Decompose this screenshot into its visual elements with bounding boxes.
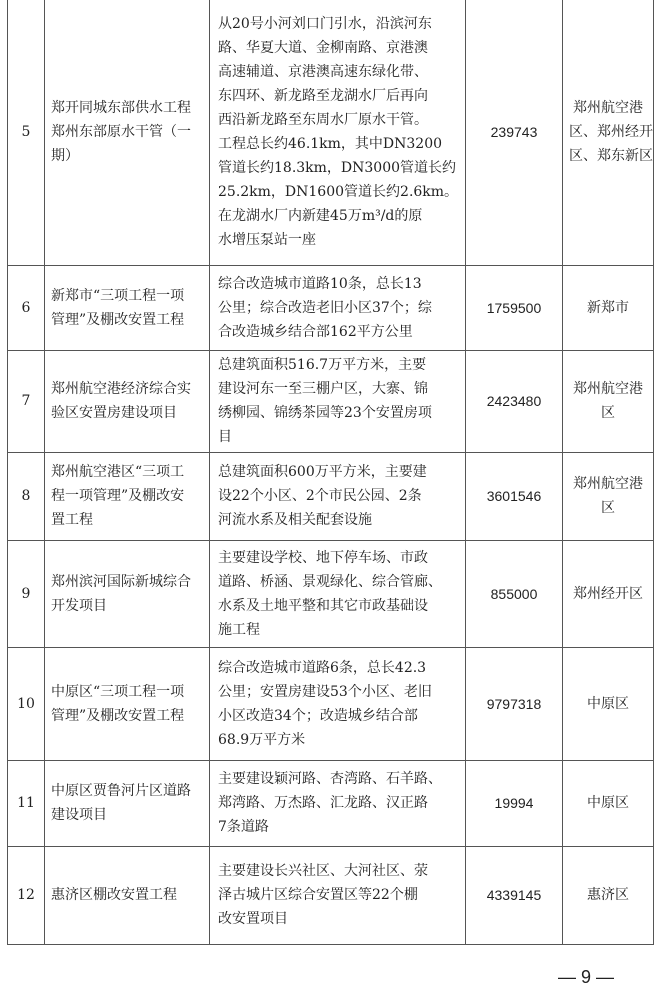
project-region-line: 区、郑东新区	[569, 148, 653, 165]
construction-content	[210, 647, 466, 760]
project-region-line: 郑州航空港	[573, 100, 643, 117]
project-name-line: 开发项目	[51, 597, 107, 614]
project-name	[45, 350, 210, 452]
project-region	[563, 647, 654, 760]
construction-content-line: 管道长约18.3km，DN3000管道长约	[218, 160, 457, 177]
project-name	[45, 452, 210, 540]
total-investment: 3601546	[466, 452, 563, 540]
construction-content-line: 小区改造34个；改造城乡结合部	[218, 707, 418, 724]
project-region	[563, 350, 654, 452]
construction-content	[210, 265, 466, 350]
construction-content-line: 68.9万平方米	[218, 731, 306, 748]
project-region-line: 惠济区	[587, 887, 629, 904]
project-name-line: 郑开同城东部供水工程	[51, 100, 191, 117]
project-name	[45, 540, 210, 647]
project-name-line: 中原区贾鲁河片区道路	[51, 783, 191, 800]
project-region	[563, 760, 654, 846]
construction-content-line: 绣柳园、锦绣茶园等23个安置房项	[218, 405, 432, 422]
row-number: 9	[8, 540, 45, 647]
project-name-line: 程一项管理”及棚改安	[51, 488, 185, 505]
table-row	[8, 760, 654, 846]
project-region	[563, 265, 654, 350]
construction-content-line: 主要建设学校、地下停车场、市政	[218, 549, 428, 566]
row-number: 7	[8, 350, 45, 452]
project-region-line: 新郑市	[587, 299, 629, 316]
construction-content	[210, 452, 466, 540]
table-row	[8, 846, 654, 944]
table-row	[8, 647, 654, 760]
table-row	[8, 540, 654, 647]
project-name	[45, 647, 210, 760]
project-region-line: 郑州航空港	[573, 381, 643, 398]
row-number: 12	[8, 846, 45, 944]
construction-content-line: 公里；综合改造老旧小区37个；综	[218, 299, 432, 316]
project-name-line: 郑州滨河国际新城综合	[51, 573, 191, 590]
project-region-line: 区	[601, 500, 615, 517]
construction-content	[210, 846, 466, 944]
construction-content	[210, 760, 466, 846]
project-region-line: 中原区	[587, 795, 629, 812]
row-number: 6	[8, 265, 45, 350]
table-row	[8, 265, 654, 350]
construction-content-line: 道路、桥涵、景观绿化、综合管廊、	[218, 573, 442, 590]
construction-content-line: 路、华夏大道、金柳南路、京港澳	[218, 40, 428, 57]
project-region-line: 区、郑州经开	[569, 124, 653, 141]
construction-content	[210, 0, 466, 265]
construction-content-line: 工程总长约46.1km，其中DN3200	[218, 136, 443, 153]
construction-content-line: 泽古城片区综合安置区等22个棚	[218, 887, 418, 904]
project-region-line: 中原区	[587, 695, 629, 712]
page-number: — 9 —	[557, 967, 614, 987]
row-number: 5	[8, 0, 45, 265]
project-name-line: 验区安置房建设项目	[51, 405, 177, 422]
construction-content-line: 建设河东一至三棚户区，大寨、锦	[218, 381, 428, 398]
row-number: 10	[8, 647, 45, 760]
total-investment: 239743	[466, 0, 563, 265]
construction-content-line: 郑湾路、万杰路、汇龙路、汉正路	[218, 795, 428, 812]
table-row	[8, 350, 654, 452]
construction-content-line: 综合改造城市道路10条，总长13	[218, 275, 422, 292]
project-name-line: 管理”及棚改安置工程	[51, 311, 185, 328]
construction-content-line: 合改造城乡结合部162平方公里	[218, 323, 413, 340]
construction-content-line: 主要建设长兴社区、大河社区、荥	[218, 863, 428, 880]
project-name-line: 管理”及棚改安置工程	[51, 707, 185, 724]
construction-content-line: 总建筑面积600万平方米，主要建	[218, 464, 427, 481]
construction-content-line: 水系及土地平整和其它市政基础设	[218, 597, 428, 614]
construction-content-line: 东四环、新龙路至龙湖水厂后再向	[218, 88, 428, 105]
project-name	[45, 265, 210, 350]
project-name	[45, 0, 210, 265]
construction-content	[210, 350, 466, 452]
project-name-line: 郑州航空港区“三项工	[51, 464, 185, 481]
total-investment: 2423480	[466, 350, 563, 452]
table-row	[8, 0, 654, 265]
construction-content-line: 西沿新龙路至东周水厂原水干管。	[218, 112, 428, 129]
construction-content-line: 总建筑面积516.7万平方米，主要	[218, 357, 427, 374]
row-number: 8	[8, 452, 45, 540]
table-row	[8, 452, 654, 540]
project-table	[7, 0, 654, 945]
project-name-line: 惠济区棚改安置工程	[51, 887, 177, 904]
project-name-line: 新郑市“三项工程一项	[51, 287, 185, 304]
project-name-line: 郑州航空港经济综合实	[51, 381, 191, 398]
total-investment: 9797318	[466, 647, 563, 760]
project-region	[563, 0, 654, 265]
project-region	[563, 452, 654, 540]
total-investment: 1759500	[466, 265, 563, 350]
construction-content-line: 水增压泵站一座	[218, 232, 316, 249]
construction-content-line: 高速辅道、京港澳高速东绿化带、	[218, 64, 428, 81]
project-name-line: 郑州东部原水干管（一	[51, 124, 191, 141]
project-name	[45, 846, 210, 944]
total-investment: 4339145	[466, 846, 563, 944]
construction-content-line: 7条道路	[218, 819, 269, 836]
construction-content-line: 从20号小河刘口门引水，沿滨河东	[218, 16, 432, 33]
construction-content-line: 25.2km，DN1600管道长约2.6km。	[218, 184, 459, 201]
construction-content	[210, 540, 466, 647]
construction-content-line: 在龙湖水厂内新建45万m³/d的原	[218, 208, 423, 225]
total-investment: 19994	[466, 760, 563, 846]
row-number: 11	[8, 760, 45, 846]
total-investment: 855000	[466, 540, 563, 647]
project-name-line: 置工程	[51, 512, 93, 529]
project-region-line: 郑州航空港	[573, 476, 643, 493]
construction-content-line: 公里；安置房建设53个小区、老旧	[218, 683, 432, 700]
project-name-line: 中原区“三项工程一项	[51, 683, 185, 700]
construction-content-line: 改安置项目	[218, 911, 288, 928]
construction-content-line: 综合改造城市道路6条，总长42.3	[218, 659, 427, 676]
construction-content-line: 施工程	[218, 621, 260, 638]
construction-content-line: 设22个小区、2个市民公园、2条	[218, 488, 422, 505]
project-name-line: 期）	[51, 148, 79, 165]
project-region-line: 区	[601, 405, 615, 422]
construction-content-line: 主要建设颖河路、杏湾路、石羊路、	[218, 771, 442, 788]
project-region	[563, 540, 654, 647]
project-region-line: 郑州经开区	[573, 585, 643, 602]
construction-content-line: 河流水系及相关配套设施	[218, 512, 372, 529]
project-region	[563, 846, 654, 944]
project-name-line: 建设项目	[51, 807, 107, 824]
project-name	[45, 760, 210, 846]
construction-content-line: 目	[218, 429, 232, 446]
